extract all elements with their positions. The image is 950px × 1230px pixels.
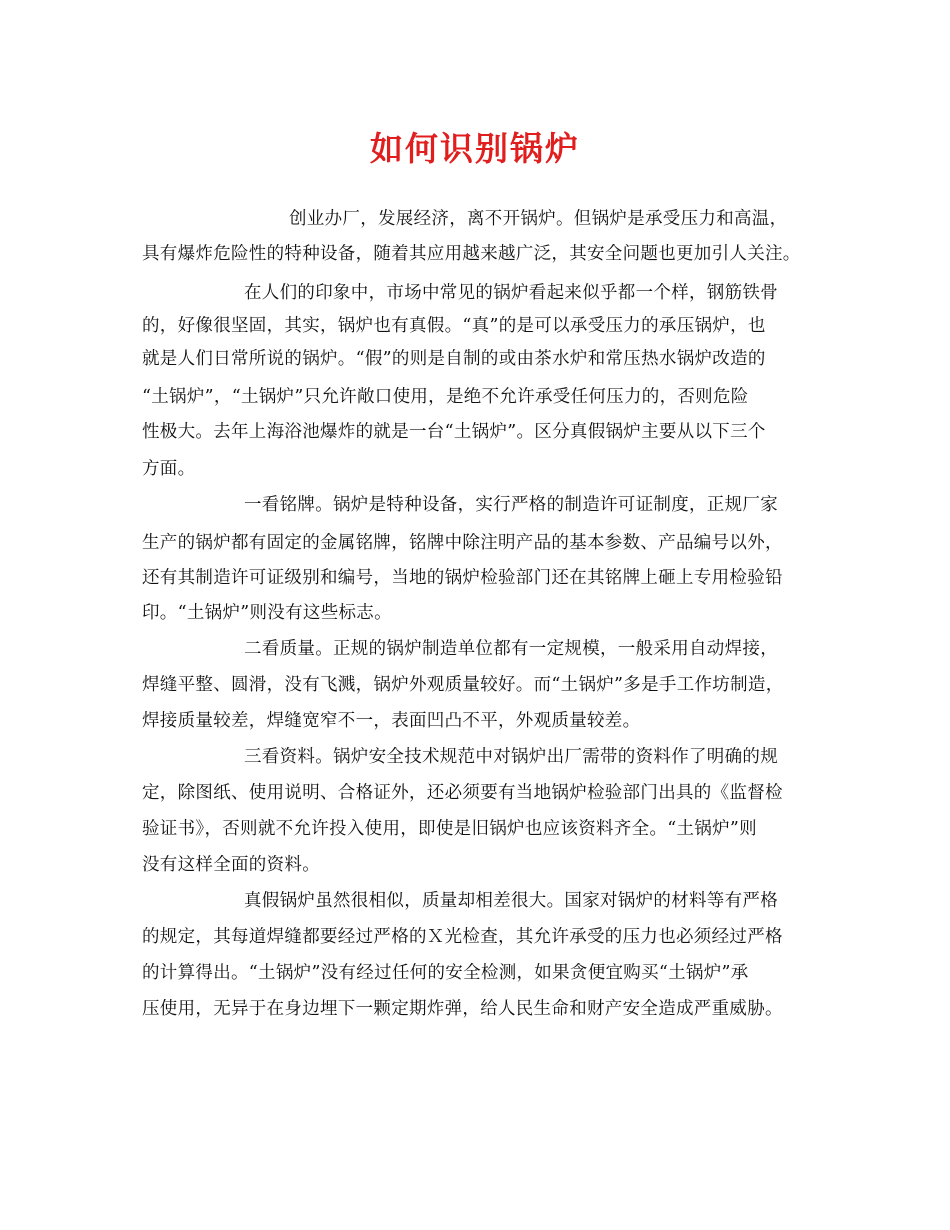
paragraph-3-line-4: 印。“土锅炉”则没有这些标志。 [142, 603, 392, 623]
paragraph-6-line-4: 压使用，无异于在身边埋下一颗定期炸弹，给人民生命和财产安全造成严重威胁。 [142, 999, 783, 1019]
document-title: 如何识别锅炉 [370, 129, 580, 168]
paragraph-2-line-4: “土锅炉”，“土锅炉”只允许敞口使用，是绝不允许承受任何压力的，否则危险 [142, 387, 749, 407]
paragraph-2-line-5: 性极大。去年上海浴池爆炸的就是一台“土锅炉”。区分真假锅炉主要从以下三个 [142, 422, 766, 442]
paragraph-1-line-1: 创业办厂，发展经济，离不开锅炉。但锅炉是承受压力和高温， [289, 209, 788, 229]
paragraph-5-line-3: 验证书》，否则就不允许投入使用，即使是旧锅炉也应该资料齐全。“土锅炉”则 [142, 819, 757, 839]
paragraph-4-line-3: 焊接质量较差，焊缝宽窄不一，表面凹凸不平，外观质量较差。 [142, 711, 641, 731]
paragraph-4-line-1: 二看质量。正规的锅炉制造单位都有一定规模，一般采用自动焊接， [244, 639, 778, 659]
paragraph-6-line-1: 真假锅炉虽然很相似，质量却相差很大。国家对锅炉的材料等有严格 [244, 891, 778, 911]
paragraph-4-line-2: 焊缝平整、圆滑，没有飞溅，锅炉外观质量较好。而“土锅炉”多是手工作坊制造， [142, 675, 784, 695]
paragraph-6-line-3: 的计算得出。“土锅炉”没有经过任何的安全检测，如果贪便宜购买“土锅炉”承 [142, 963, 749, 983]
paragraph-5-line-1: 三看资料。锅炉安全技术规范中对锅炉出厂需带的资料作了明确的规 [244, 747, 778, 767]
paragraph-3-line-1: 一看铭牌。锅炉是特种设备，实行严格的制造许可证制度，正规厂家 [244, 495, 778, 515]
paragraph-3-line-3: 还有其制造许可证级别和编号，当地的锅炉检验部门还在其铭牌上砸上专用检验铅 [142, 568, 783, 588]
paragraph-5-line-2: 定，除图纸、使用说明、合格证外，还必须要有当地锅炉检验部门出具的《监督检 [142, 783, 783, 803]
paragraph-6-line-2: 的规定，其每道焊缝都要经过严格的Ｘ光检查，其允许承受的压力也必须经过严格 [142, 927, 783, 947]
paragraph-3-line-2: 生产的锅炉都有固定的金属铭牌，铭牌中除注明产品的基本参数、产品编号以外， [142, 533, 783, 553]
paragraph-2-line-6: 方面。 [142, 459, 196, 479]
paragraph-1-line-2: 具有爆炸危险性的特种设备，随着其应用越来越广泛，其安全问题也更加引人关注。 [142, 244, 801, 264]
paragraph-2-line-1: 在人们的印象中，市场中常见的锅炉看起来似乎都一个样，钢筋铁骨 [244, 283, 778, 303]
paragraph-5-line-4: 没有这样全面的资料。 [142, 855, 320, 875]
paragraph-2-line-2: 的，好像很坚固，其实，锅炉也有真假。“真”的是可以承受压力的承压锅炉，也 [142, 316, 766, 336]
paragraph-2-line-3: 就是人们日常所说的锅炉。“假”的则是自制的或由茶水炉和常压热水锅炉改造的 [142, 349, 766, 369]
